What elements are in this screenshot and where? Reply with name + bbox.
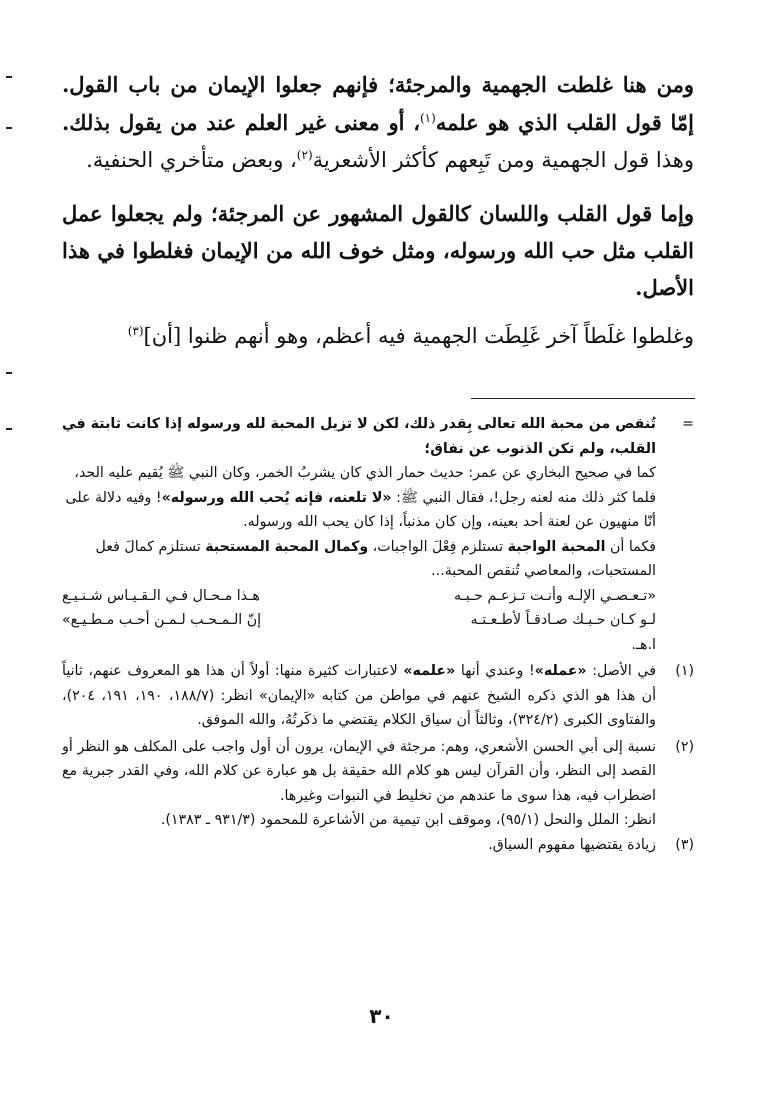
paragraph-2: وإما قول القلب واللسان كالقول المشهور عن المرجئة؛ ولم يجعلوا عمل القلب مثل حب الله ورسوله، ومثل خوف الله من الإيمان فغلطوا في هذا الأصل. (62, 201, 694, 300)
paragraph-1-bold-cont: ، أو معنى غير العلم عند من يقول بذلك. (62, 110, 420, 135)
footnote-1-word: «علمه» (403, 663, 456, 679)
love-text-a: فكما أن (605, 538, 656, 555)
poem-hemistich: إنّ الـمـحـب لـمـن أحـب مـطـيـع» (62, 612, 262, 628)
footnote-continuation (62, 412, 694, 461)
footnote-1-text (62, 659, 656, 733)
continuation-mark: = (682, 416, 694, 432)
footnote-ref-3: (٣) (127, 324, 144, 338)
footnote-3-text: زيادة يقتضيها مفهوم السياق. (488, 836, 656, 853)
hadith-text: كما في صحيح البخاري عن عمر: حديث حمار الذي كان يشربُ الخمر، وكان النبي ﷺ يُقيم عليه الحد، فلما كثر ذلك منه لعنه رجل!، فقال النبي ﷺ: (74, 465, 656, 506)
page-number: ٣٠ (369, 1004, 394, 1028)
footnote-2-text: نسبة إلى أبي الحسن الأشعري، وهم: مرجئة في الإيمان، يرون أن أول واجب على المكلف هو النظر أو القصد إلى النظر، وأن القرآن ليس هو كلام الله حقيقة بل هو عبارة عن كلام الله، وفي القدر جبرية مع اضطراب فيه، هذا سوى ما عندهم من تخليط في النبوات وغيرها. (62, 738, 656, 804)
love-bold-1: المحبة الواجبة (507, 538, 606, 555)
footnote-ref-1: (١) (419, 111, 436, 125)
footnote-separator (471, 398, 695, 399)
love-bold-2: وكمال المحبة المستحبة (205, 538, 369, 555)
love-text-c: تستلزم كمالَ فعل المستحبات، والمعاصي تُنقص المحبة... (95, 538, 656, 579)
quote-end: ا.هـ. (631, 636, 656, 653)
footnote-1-part: لاعتبارات كثيرة منها: أولاً أن هذا هو المعروف عنهم، ثانياً أن هذا هو الذي ذكره الشيخ عنهم في مواطن من كتابه «الإيمان» انظر: (١٨٨/٧، ١٩٠، ١٩١، ٢٠٤)، والفتاوى الكبرى (٣٢٤/٢)، وثالثاً أن سياق الكلام يقتضي ما ذكَرتُهُ، والله الموفق. (62, 663, 657, 728)
paragraph-1-bold: ومن هنا غلطت الجهمية والمرجئة؛ فإنهم جعلوا الإيمان من باب القول. إمّا قول القلب الذي هو علمه (62, 72, 695, 135)
love-text-b: تستلزم فِعْلَ الواجبات، (368, 538, 508, 555)
hadith-paragraph (62, 461, 694, 535)
scan-edge-mark (6, 372, 12, 374)
footnote-1-part: في الأصل: (586, 663, 657, 679)
footnotes (62, 412, 694, 857)
paragraph-1-text: وهذا قول الجهمية ومن تَبِعهم كأكثر الأشعرية (312, 148, 694, 172)
footnote-3 (62, 833, 694, 858)
footnote-2-mark: (٢) (675, 738, 694, 755)
poem-line-2 (62, 608, 694, 633)
scan-edge-mark (6, 76, 12, 78)
scan-edge-mark (6, 127, 12, 129)
paragraph-3-text: وغلطوا غلَطاً آخر غَلِطَت الجهمية فيه أعظم، وهو أنهم ظنوا [أن] (143, 324, 694, 348)
continuation-bold-text: تُنقص من محبة الله تعالى بِقدر ذلك، لكن لا تزيل المحبة لله ورسوله إذا كانت ثابتة في القلب، ولم تكن الذنوب عن نفاق؛ (62, 416, 656, 457)
footnote-2-source: انظر: الملل والنحل (٩٥/١)، وموقف ابن تيمية من الأشاعرة للمحمود (٩٣١/٣ ـ ١٣٨٣). (160, 812, 656, 828)
poem-hemistich: لـو كـان حـبـك صـادقـاً لأطـعـتـه (470, 612, 656, 628)
poem-hemistich: هـذا مـحـال فـي الـقـيـاس شـنـيـع (62, 587, 260, 604)
footnote-1-mark: (١) (675, 663, 694, 679)
footnote-ref-2: (٢) (296, 148, 313, 162)
footnote-2 (62, 735, 694, 809)
footnote-1-part: ! وعندي أنها (455, 663, 535, 679)
hadith-comment: ! وفيه دلالة على أنّا منهيون عن لعنة أحد بعينه، وإن كان مذنباً، إذا كان يحب الله ورسوله. (65, 489, 656, 530)
main-text (62, 66, 694, 355)
love-paragraph (62, 535, 694, 584)
footnote-1 (62, 659, 694, 733)
poem-line-1 (62, 584, 694, 609)
paragraph-3 (62, 318, 694, 355)
scan-edge-mark (6, 428, 12, 430)
paragraph-1 (62, 66, 694, 179)
footnote-1-word: «عمله» (534, 663, 587, 679)
footnote-3-mark: (٣) (675, 836, 694, 853)
paragraph-1-end: ، وبعض متأخري الحنفية. (86, 148, 297, 172)
poem-hemistich: «تـعـصـي الإلـه وأنـت تـزعـم حـبـه (453, 587, 656, 604)
hadith-quote: «لا تلعنه، فإنه يُحب الله ورسوله» (161, 489, 392, 506)
